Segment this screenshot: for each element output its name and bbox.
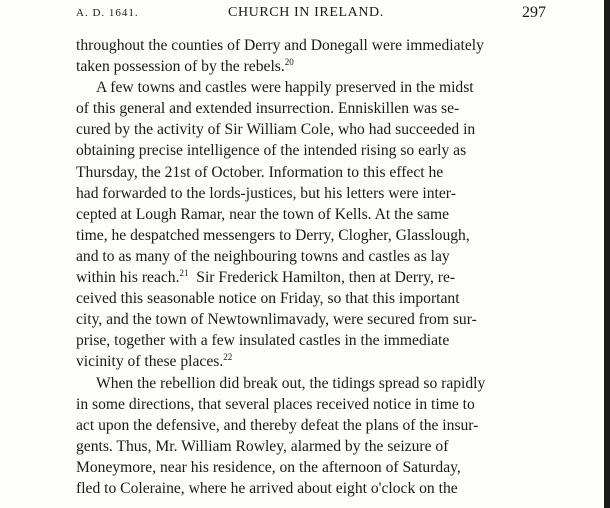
text-line: Moneymore, near his residence, on the afternoon of Saturday,: [76, 458, 461, 476]
body-text: [76, 35, 546, 499]
text-line: city, and the town of Newtownlimavady, were secured from sur-: [76, 311, 477, 329]
text-line: obtaining precise intelligence of the intended rising so early as: [76, 142, 467, 160]
text-line: taken possession of by the rebels.$^{20}$: [76, 56, 294, 76]
footnote-ref: 22: [223, 352, 233, 363]
text-line: and to as many of the neighbouring towns and castles as lay: [76, 247, 450, 265]
running-head: [76, 3, 546, 23]
text-line: cured by the activity of Sir William Cole, who had succeeded in: [76, 121, 476, 139]
footnote-ref: 20: [284, 56, 294, 67]
text-line: throughout the counties of Derry and Donegall were immediately: [76, 37, 484, 54]
paragraph-first-line: A few towns and castles were happily preserved in the midst: [96, 79, 474, 97]
footnote-ref: 21: [179, 267, 189, 278]
text-line: prise, together with a few insulated castles in the immediate: [76, 332, 450, 350]
text-line: in some directions, that several places received notice in time to: [76, 395, 475, 413]
text-line: ceived this seasonable notice on Friday, so that this important: [76, 290, 460, 308]
scan-edge: [604, 0, 610, 508]
text-line: time, he despatched messengers to Derry, Clogher, Glasslough,: [76, 226, 470, 244]
text-line: vicinity of these places.$^{22}$: [76, 352, 233, 371]
text-line: gents. Thus, Mr. William Rowley, alarmed by the seizure of: [76, 437, 449, 455]
header-title: CHURCH IN IRELAND.: [228, 5, 384, 20]
header-date: A. D. 1641.: [76, 7, 139, 19]
text-line: of this general and extended insurrection. Enniskillen was se-: [76, 100, 460, 118]
text-line: within his reach.$^{21}$ Sir Frederick Hamilton, then at Derry, re-: [76, 267, 456, 287]
page-number: 297: [522, 4, 546, 21]
text-line: fled to Coleraine, where he arrived about eight o'clock on the: [76, 479, 458, 497]
paragraph-first-line: When the rebellion did break out, the tidings spread so rapidly: [96, 374, 486, 392]
text-line: act upon the defensive, and thereby defeat the plans of the insur-: [76, 416, 479, 434]
text-line: cepted at Lough Ramar, near the town of Kells. At the same: [76, 205, 450, 223]
text-line: had forwarded to the lords-justices, but his letters were inter-: [76, 184, 456, 202]
text-line: Thursday, the 21st of October. Information to this effect he: [76, 163, 444, 181]
